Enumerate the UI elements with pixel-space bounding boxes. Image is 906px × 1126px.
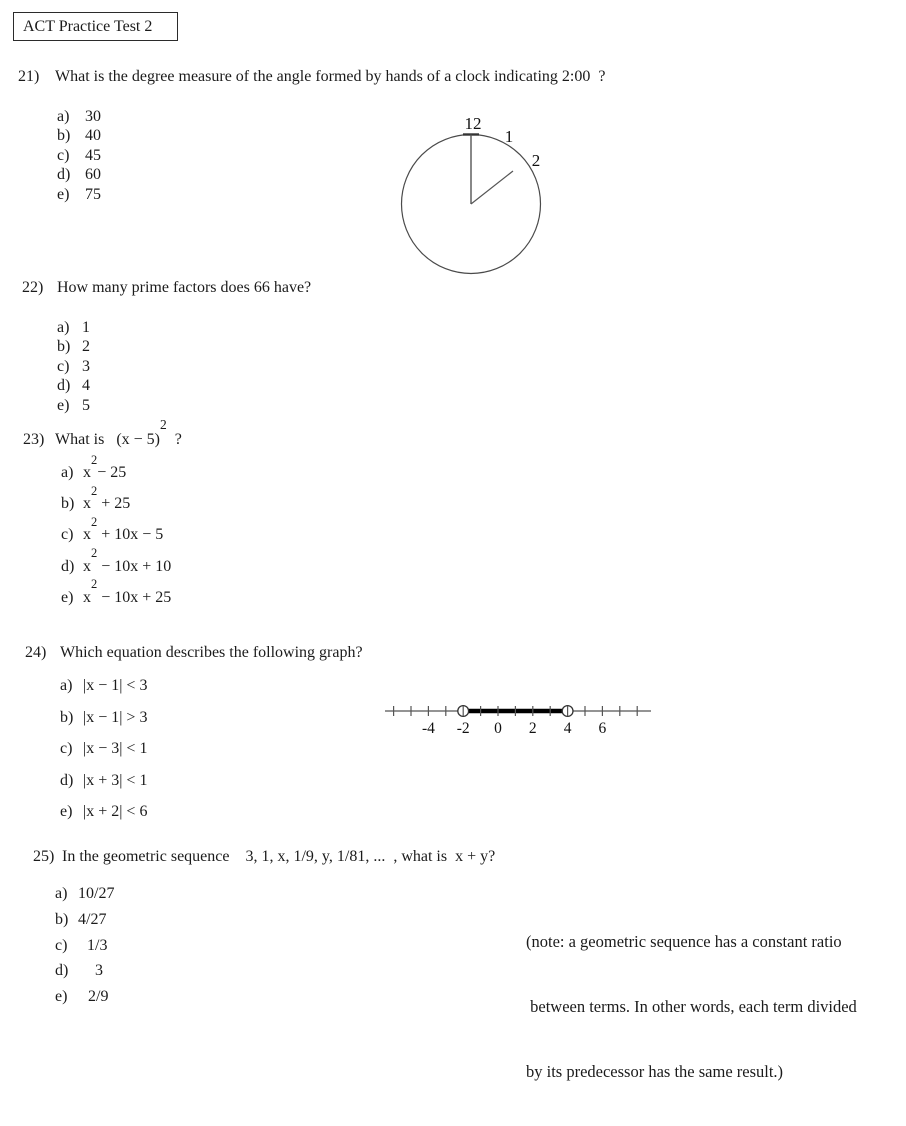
choice-value: 40 [85, 127, 101, 145]
choice-label: b) [57, 338, 71, 356]
choice-value: $x^2 + 25$ [83, 483, 131, 513]
question-25 [33, 848, 495, 866]
choice-label: c) [57, 357, 70, 375]
question-number: 25) [33, 848, 55, 865]
clock-figure [395, 105, 555, 285]
choice-label: b) [61, 495, 75, 513]
choice-label: c) [60, 740, 73, 758]
question-number: 23) [23, 431, 45, 448]
choice-row [57, 186, 101, 205]
question-21 [18, 68, 605, 86]
question-text: What is the degree measure of the angle formed by hands of a clock indicating 2:00 ? [55, 68, 606, 85]
expression-base: What is (x − 5) [55, 431, 160, 448]
svg-text:-4: -4 [421, 720, 435, 737]
note-text [526, 888, 888, 1126]
question-25-choices [55, 885, 114, 1014]
choice-label: a) [60, 677, 73, 694]
clock-label-1: 1 [504, 127, 514, 146]
choice-label: b) [55, 910, 69, 928]
choice-value: $x^2 - 10x + 25$ [83, 577, 172, 606]
choice-value: |x + 3| < 1 [83, 771, 148, 789]
choice-row [61, 483, 171, 526]
choice-row [55, 911, 114, 937]
question-number: 22) [22, 279, 44, 296]
choice-label: d) [55, 962, 69, 980]
question-number: 24) [25, 644, 47, 661]
choice-row [61, 546, 172, 589]
choice-value: 2/9 [88, 988, 109, 1006]
hour-hand [471, 171, 513, 204]
choice-label: d) [60, 771, 74, 789]
choice-value: |x + 2| < 6 [83, 803, 148, 821]
question-text: In the geometric sequence 3, 1, x, 1/9, y, 1/81, ... , what is x + y? [62, 848, 496, 865]
choice-label: c) [55, 936, 68, 954]
choice-value: 2 [82, 338, 90, 356]
choice-value: 5 [82, 396, 90, 414]
question-number: 21) [18, 68, 40, 85]
choice-label: a) [55, 885, 68, 902]
question-text [55, 416, 182, 449]
question-22 [22, 279, 311, 297]
choice-label: e) [55, 988, 68, 1006]
choice-row [57, 338, 90, 357]
choice-row [60, 740, 147, 772]
choice-value: 1 [82, 319, 90, 336]
choice-row [57, 377, 90, 396]
question-23 [23, 416, 182, 449]
choice-row [60, 803, 147, 835]
choice-label: e) [61, 588, 74, 606]
choice-value: 3 [95, 962, 103, 980]
svg-text:2: 2 [528, 720, 537, 737]
svg-text:6: 6 [598, 720, 607, 737]
question-21-choices [57, 108, 101, 205]
choice-row [60, 772, 147, 804]
question-22-choices [57, 319, 90, 416]
clock-label-12: 12 [464, 114, 482, 133]
choice-row [55, 885, 114, 911]
choice-row [55, 988, 114, 1014]
choice-label: c) [57, 146, 70, 164]
choice-label: c) [61, 526, 74, 544]
question-24 [25, 644, 363, 662]
choice-label: b) [60, 708, 74, 726]
svg-text:-2: -2 [456, 720, 470, 737]
choice-value: 30 [85, 108, 101, 125]
choice-row [57, 397, 90, 416]
expression-exponent: 2 [160, 416, 167, 432]
choice-value: 1/3 [87, 936, 108, 954]
choice-row [57, 147, 101, 166]
choice-row [55, 937, 114, 963]
question-24-choices [60, 677, 147, 835]
number-line-figure [380, 697, 662, 739]
question-text: How many prime factors does 66 have? [57, 279, 312, 296]
choice-row [57, 319, 90, 338]
tick-labels [422, 720, 607, 737]
choice-value: 3 [82, 357, 90, 375]
choice-row [61, 577, 172, 620]
page-title: ACT Practice Test 2 [23, 17, 153, 35]
choice-label: e) [60, 803, 73, 821]
choice-row [55, 962, 114, 988]
expression-tail: ? [166, 431, 182, 448]
choice-value: |x − 1| < 3 [83, 677, 148, 694]
choice-value: 60 [85, 166, 101, 184]
choice-value: $x^2 + 10x - 5$ [83, 515, 164, 544]
choice-value: $x^2- 25$ [83, 452, 127, 481]
choice-row [60, 709, 147, 741]
choice-label: d) [61, 557, 75, 575]
note-line: between terms. In other words, each term divided [526, 996, 857, 1016]
choice-value: $x^2 - 10x + 10$ [83, 546, 172, 575]
choice-value: 45 [85, 146, 101, 164]
note-line: (note: a geometric sequence has a constant ratio [526, 932, 842, 952]
choice-row [60, 677, 147, 709]
choice-row [61, 515, 171, 557]
choice-value: |x − 3| < 1 [83, 740, 148, 758]
question-23-choices [61, 452, 172, 620]
choice-row [57, 166, 101, 185]
title-box [13, 12, 178, 41]
choice-label: e) [57, 396, 70, 414]
svg-text:4: 4 [563, 720, 572, 737]
choice-value: 4/27 [78, 910, 107, 928]
choice-label: a) [61, 464, 74, 481]
question-text: Which equation describes the following graph? [60, 644, 363, 661]
choice-label: a) [57, 108, 70, 125]
choice-value: 75 [85, 185, 101, 203]
svg-text:0: 0 [494, 720, 502, 737]
choice-row [57, 108, 101, 127]
choice-label: a) [57, 319, 70, 336]
choice-row [61, 452, 171, 495]
choice-row [57, 127, 101, 146]
choice-label: d) [57, 166, 71, 184]
choice-label: e) [57, 185, 70, 203]
choice-row [57, 358, 90, 377]
clock-label-2: 2 [531, 151, 541, 170]
choice-label: d) [57, 377, 71, 395]
note-line: by its predecessor has the same result.) [526, 1061, 784, 1081]
choice-label: b) [57, 127, 71, 145]
choice-value: 10/27 [78, 885, 115, 902]
choice-value: |x − 1| > 3 [83, 708, 148, 726]
choice-value: 4 [82, 377, 90, 395]
